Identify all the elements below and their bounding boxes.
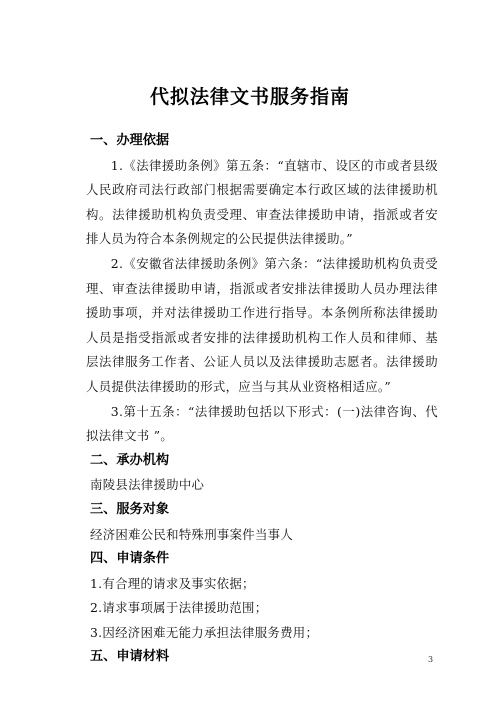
basis-paragraph-1: 1.《法律援助条例》第五条：“直辖市、设区的市或者县级人民政府司法行政部门根据需要确定本行政区域的法律援助机构。法律援助机构负责受理、审查法律援助申请，指派或者安排人员为符合本条例规定的公民提供法律援助。” [86, 157, 438, 247]
document-body [86, 129, 438, 670]
section-heading-basis: 一、办理依据 [90, 133, 170, 148]
page-number: 3 [428, 655, 434, 664]
agency-text: 南陵县法律援助中心 [90, 477, 205, 493]
basis-paragraph-2: 2.《安徽省法律援助条例》第六条：“法律援助机构负责受理、审查法律援助申请，指派或者安排法律援助人员办理法律援助事项，并对法律援助工作进行指导。本条例所称法律援助人员是指受指派或者安排的法律援助机构工作人员和律师、基层法律服务工作者、公证人员以及法律援助志愿者。法律援助人员提供法律援助的形式，应当与其从业资格相适应。” [86, 255, 438, 394]
condition-item-2: 2.请求事项属于法律援助范围； [90, 600, 268, 616]
section-heading-agency: 二、承办机构 [90, 452, 170, 468]
condition-item-1: 1.有合理的请求及事实依据； [90, 575, 255, 591]
section-heading-conditions: 四、申请条件 [90, 551, 170, 567]
basis-paragraph-3: 3.第十五条：“法律援助包括以下形式：(一)法律咨询、代拟法律文书 ”。 [86, 403, 438, 444]
section-heading-materials: 五、申请材料 [90, 649, 170, 665]
condition-item-3: 3.因经济困难无能力承担法律服务费用； [90, 624, 319, 640]
service-target-text: 经济困难公民和特殊刑事案件当事人 [90, 526, 294, 542]
section-heading-service-target: 三、服务对象 [90, 501, 170, 517]
page-title: 代拟法律文书服务指南 [149, 86, 350, 108]
